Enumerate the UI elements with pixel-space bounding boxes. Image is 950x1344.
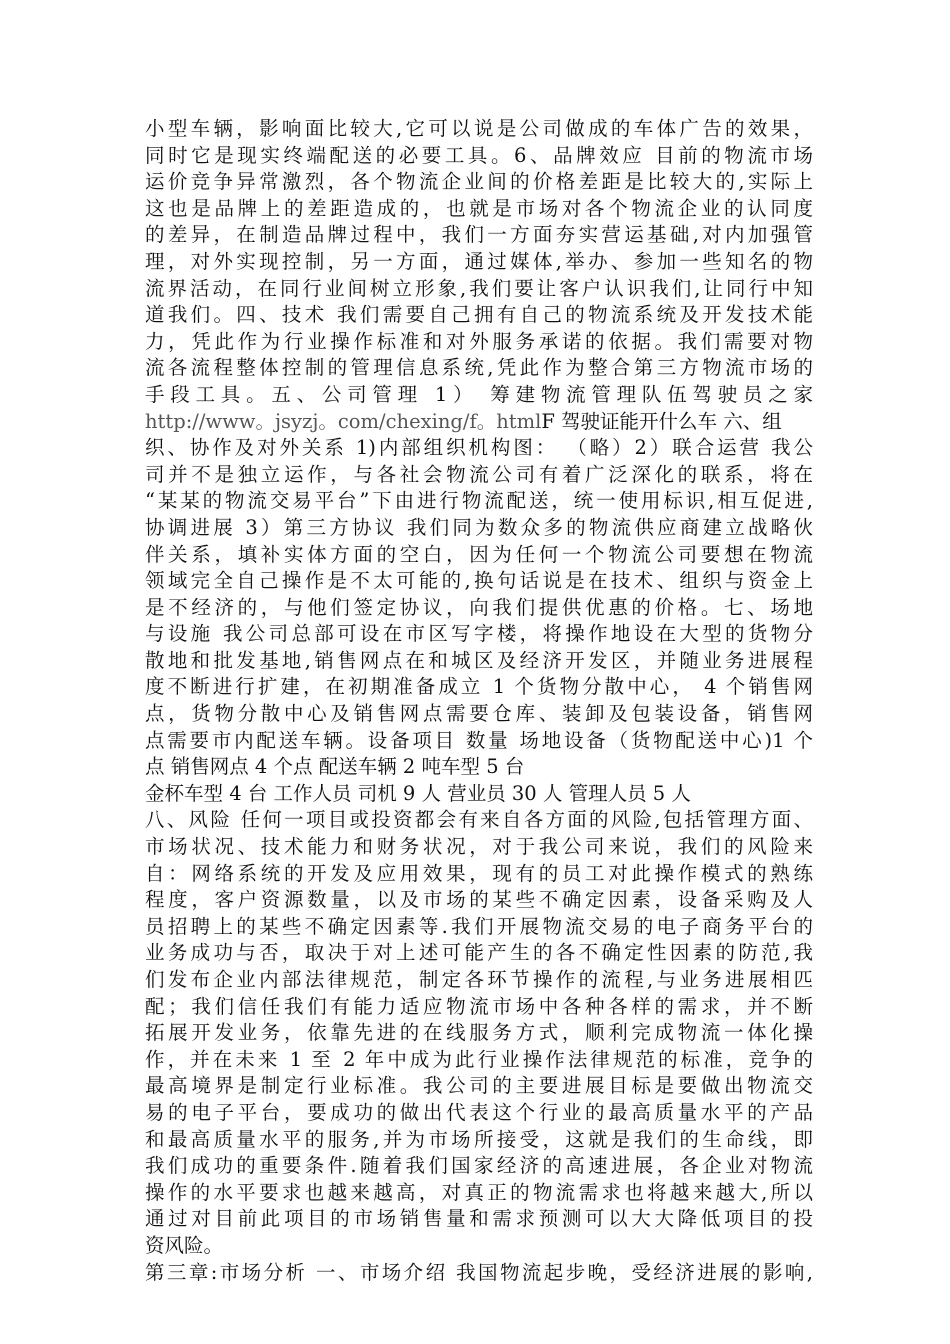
text-line: 理，对外实现控制，另一方面，通过媒体,举办、参加一些知名的物 (145, 249, 813, 273)
text-line: 我们成功的重要条件.随着我们国家经济的高速进展，各企业对物流 (145, 1154, 813, 1178)
text-line: 点需要市内配送车辆。设备项目 数量 场地设备（货物配送中心)1 个 (145, 728, 813, 752)
text-line: 最高境界是制定行业标准。我公司的主要进展目标是要做出物流交 (145, 1074, 813, 1098)
text-line: 操作的水平要求也越来越高，对真正的物流需求也将越来越大,所以 (145, 1180, 813, 1204)
text-line: 资风险。 (145, 1233, 224, 1257)
text-line: 力，凭此作为行业操作标准和对外服务承诺的依据。我们需要对物 (145, 329, 813, 353)
text-line: 配；我们信任我们有能力适应物流市场中各种各样的需求，并不断 (145, 994, 813, 1018)
text-line: 易的电子平台，要成功的做出代表这个行业的最高质量水平的产品 (145, 1100, 813, 1124)
text-line: 通过对目前此项目的市场销售量和需求预测可以大大降低项目的投 (145, 1207, 813, 1231)
document-body (145, 116, 825, 1286)
text-line: 领域完全自己操作是不太可能的,换句话说是在技术、组织与资金上 (145, 569, 813, 593)
text-line: 与设施 我公司总部可设在市区写字楼，将操作地设在大型的货物分 (145, 622, 813, 646)
text-line: 八、风险 任何一项目或投资都会有来自各方面的风险,包括管理方面、 (145, 808, 813, 832)
text-fragment: F 驾驶证能开什么车 六、组 (541, 409, 782, 433)
text-line: 协调进展 3）第三方协议 我们同为数众多的物流供应商建立战略伙 (145, 515, 813, 539)
text-line: 伴关系，填补实体方面的空白，因为任何一个物流公司要想在物流 (145, 542, 813, 566)
text-line: 这也是品牌上的差距造成的，也就是市场对各个物流企业的认同度 (145, 196, 813, 220)
text-line: 自：网络系统的开发及应用效果，现有的员工对此操作模式的熟练 (145, 861, 813, 885)
text-line: 织、协作及对外关系 1)内部组织机构图： （略）2）联合运营 我公 (145, 436, 813, 460)
text-line: 运价竞争异常激烈，各个物流企业间的价格差距是比较大的,实际上 (145, 170, 813, 194)
text-line: 度不断进行扩建，在初期准备成立 1 个货物分散中心， 4 个销售网 (145, 675, 813, 699)
text-line-with-link (145, 409, 825, 436)
text-line: 司并不是独立运作，与各社会物流公司有着广泛深化的联系，将在 (145, 462, 813, 486)
text-line: 流界活动，在同行业间树立形象,我们要让客户认识我们,让同行中知 (145, 276, 813, 300)
text-line: 道我们。四、技术 我们需要自己拥有自己的物流系统及开发技术能 (145, 303, 813, 327)
text-line: 业务成功与否，取决于对上述可能产生的各不确定性因素的防范,我 (145, 941, 813, 965)
text-line: 点，货物分散中心及销售网点需要仓库、装卸及包装设备，销售网 (145, 702, 813, 726)
text-line: 和最高质量水平的服务,并为市场所接受，这就是我们的生命线，即 (145, 1127, 813, 1151)
text-line: 员招聘上的某些不确定因素等.我们开展物流交易的电子商务平台的 (145, 914, 813, 938)
text-line: 第三章:市场分析 一、市场介绍 我国物流起步晚，受经济进展的影响, (145, 1260, 813, 1284)
inline-url-link[interactable]: http://www。jsyzj。com/chexing/f。html (145, 409, 542, 433)
text-line: “某某的物流交易平台”下由进行物流配送，统一使用标识,相互促进, (145, 489, 813, 513)
text-line: 作，并在未来 1 至 2 年中成为此行业操作法律规范的标准，竞争的 (145, 1047, 813, 1071)
text-line: 点 销售网点 4 个点 配送车辆 2 吨车型 5 台 (145, 755, 525, 779)
text-line: 程度，客户资源数量，以及市场的某些不确定因素，设备采购及人 (145, 888, 813, 912)
text-line: 手段工具。五、公司管理 1） 筹建物流管理队伍驾驶员之家 (145, 382, 813, 406)
text-line: 市场状况、技术能力和财务状况，对于我公司来说，我们的风险来 (145, 835, 813, 859)
text-line: 流各流程整体控制的管理信息系统,凭此作为整合第三方物流市场的 (145, 356, 813, 380)
text-line: 散地和批发基地,销售网点在和城区及经济开发区，并随业务进展程 (145, 648, 813, 672)
text-line: 是不经济的，与他们签定协议，向我们提供优惠的价格。七、场地 (145, 595, 813, 619)
text-line: 拓展开发业务，依靠先进的在线服务方式，顺利完成物流一体化操 (145, 1021, 813, 1045)
text-line: 们发布企业内部法律规范，制定各环节操作的流程,与业务进展相匹 (145, 968, 813, 991)
text-line: 同时它是现实终端配送的必要工具。6、品牌效应 目前的物流市场 (145, 143, 813, 167)
text-line: 的差异，在制造品牌过程中，我们一方面夯实营运基础,对内加强管 (145, 223, 813, 247)
text-line: 金杯车型 4 台 工作人员 司机 9 人 营业员 30 人 管理人员 5 人 (145, 781, 691, 805)
text-line: 小型车辆，影响面比较大,它可以说是公司做成的车体广告的效果， (145, 117, 813, 140)
